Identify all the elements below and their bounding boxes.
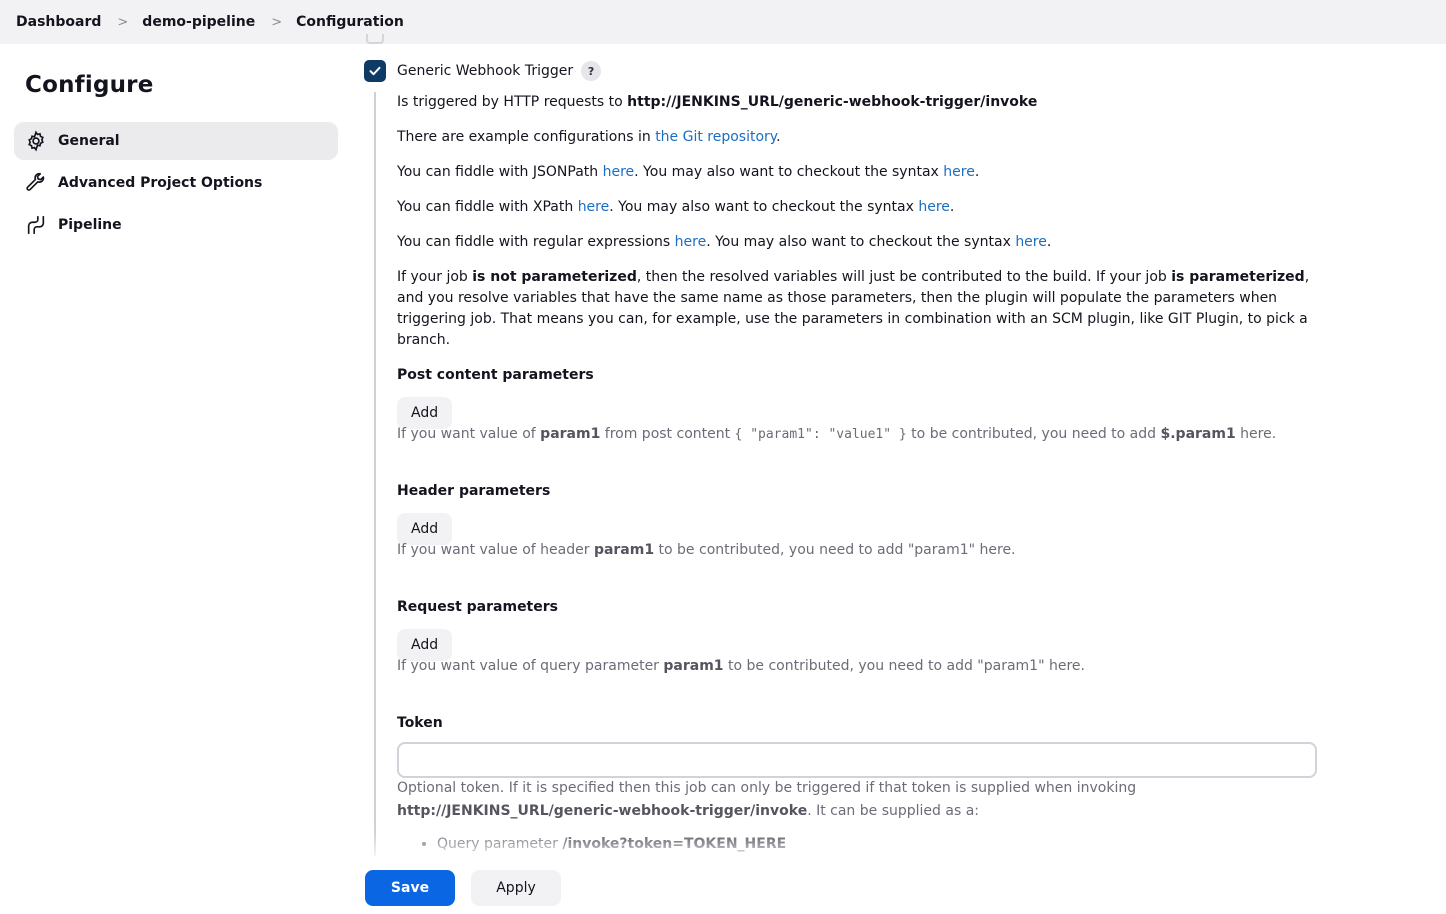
previous-checkbox-edge (366, 34, 384, 44)
token-title: Token (397, 715, 443, 731)
sidebar-item-general[interactable] (14, 122, 338, 160)
sidebar-item-label: Pipeline (58, 217, 122, 233)
static-text: to be contributed, you need to add "param1" here. (723, 658, 1085, 674)
add-request-parameter-button[interactable]: Add (397, 629, 452, 661)
regex-text (397, 232, 1317, 253)
sidebar-item-advanced-project-options[interactable] (14, 164, 338, 202)
static-text: If you want value of query parameter (397, 658, 664, 674)
breadcrumb-dashboard[interactable]: Dashboard (16, 14, 102, 30)
static-text: from post content (600, 426, 735, 442)
jsonpath-fiddle-link[interactable]: here (602, 164, 635, 180)
static-text: If you want value of (397, 426, 541, 442)
breadcrumb-separator: > (117, 14, 129, 30)
code-sample: { "param1": "value1" } (734, 427, 907, 442)
header-parameters-title: Header parameters (397, 483, 551, 499)
bottom-action-bar (0, 856, 1446, 914)
pipeline-icon (25, 214, 47, 236)
add-post-content-parameter-button[interactable]: Add (397, 397, 452, 429)
static-text: . (1046, 234, 1052, 250)
breadcrumb-demo-pipeline[interactable]: demo-pipeline (142, 14, 256, 30)
page-title: Configure (25, 72, 154, 98)
examples-text (397, 127, 1317, 148)
token-options-list (437, 833, 1317, 856)
token-hint (397, 777, 1317, 823)
breadcrumb-separator: > (271, 14, 283, 30)
static-text: . (949, 199, 955, 215)
parameterized-text (397, 267, 1317, 351)
gear-icon (25, 130, 47, 152)
request-parameters-hint (397, 655, 1317, 678)
static-text: Optional token. If it is specified then this job can only be triggered if that token is supplied when invoking (397, 780, 1137, 796)
xpath-fiddle-link[interactable]: here (577, 199, 610, 215)
header-parameters-hint (397, 539, 1317, 562)
checkmark-icon (368, 64, 382, 78)
static-text: . You may also want to checkout the syntax (634, 164, 944, 180)
list-item (437, 833, 1317, 856)
add-header-parameter-button[interactable]: Add (397, 513, 452, 545)
trigger-config (397, 92, 1317, 856)
xpath-text (397, 197, 1317, 218)
static-text: to be contributed, you need to add (906, 426, 1161, 442)
sidebar-item-label: Advanced Project Options (58, 175, 263, 191)
static-text: You can fiddle with JSONPath (397, 164, 603, 180)
sidebar (14, 44, 338, 244)
static-text: is parameterized (1171, 269, 1305, 285)
static-text: Is triggered by HTTP requests to (397, 94, 628, 110)
post-content-hint (397, 423, 1317, 446)
static-text: , then the resolved variables will just be contributed to the build. If your job (636, 269, 1172, 285)
generic-webhook-trigger-row (364, 58, 1324, 84)
jsonpath-text (397, 162, 1317, 183)
xpath-syntax-link[interactable]: here (918, 199, 950, 215)
help-button[interactable]: ? (581, 61, 601, 81)
wrench-icon (25, 172, 47, 194)
static-text: If your job (397, 269, 473, 285)
static-text: There are example configurations in (397, 129, 656, 145)
static-text: You can fiddle with regular expressions (397, 234, 675, 250)
static-text: . (776, 129, 781, 145)
regex-fiddle-link[interactable]: here (674, 234, 707, 250)
trigger-section (364, 58, 1324, 84)
static-text: param1 (593, 542, 655, 558)
static-text: . It can be supplied as a: (807, 803, 979, 819)
static-text: to be contributed, you need to add "param1" here. (654, 542, 1016, 558)
apply-button[interactable]: Apply (471, 870, 561, 906)
static-text: is not parameterized (472, 269, 637, 285)
nested-section-rule (374, 92, 376, 856)
static-text: . You may also want to checkout the syntax (706, 234, 1016, 250)
token-input[interactable] (397, 742, 1317, 778)
triggered-by-text (397, 92, 1317, 113)
static-text: param1 (540, 426, 601, 442)
git-repository-link[interactable]: the Git repository (655, 129, 777, 145)
static-text: . (974, 164, 980, 180)
post-content-parameters-title: Post content parameters (397, 367, 594, 383)
static-text: param1 (663, 658, 724, 674)
sidebar-item-pipeline[interactable] (14, 206, 338, 244)
static-text: /invoke?token=TOKEN_HERE (562, 836, 787, 852)
request-parameters-title: Request parameters (397, 599, 558, 615)
jsonpath-syntax-link[interactable]: here (943, 164, 975, 180)
save-button[interactable]: Save (365, 870, 455, 906)
regex-syntax-link[interactable]: here (1015, 234, 1047, 250)
static-text: . You may also want to checkout the syntax (609, 199, 919, 215)
sidebar-item-label: General (58, 133, 120, 149)
static-text: $.param1 (1160, 426, 1236, 442)
invoke-url: http://JENKINS_URL/generic-webhook-trigger/invoke (627, 94, 1038, 110)
static-text: http://JENKINS_URL/generic-webhook-trigger/invoke (397, 803, 808, 819)
static-text: If you want value of header (397, 542, 594, 558)
static-text: here. (1235, 426, 1277, 442)
breadcrumb-configuration[interactable]: Configuration (296, 14, 404, 30)
static-text: Query parameter (437, 836, 563, 852)
generic-webhook-trigger-label[interactable]: Generic Webhook Trigger (397, 63, 574, 79)
static-text: , and you resolve variables that have the same name as those parameters, then the plugin will populate the parameters when triggering job. That means you can, for example, use the parameters in combination with an SCM plugin, like GIT Plugin, to pick a branch. (397, 269, 1310, 348)
breadcrumb (0, 0, 1446, 44)
static-text: You can fiddle with XPath (397, 199, 578, 215)
generic-webhook-trigger-checkbox[interactable] (364, 60, 386, 82)
